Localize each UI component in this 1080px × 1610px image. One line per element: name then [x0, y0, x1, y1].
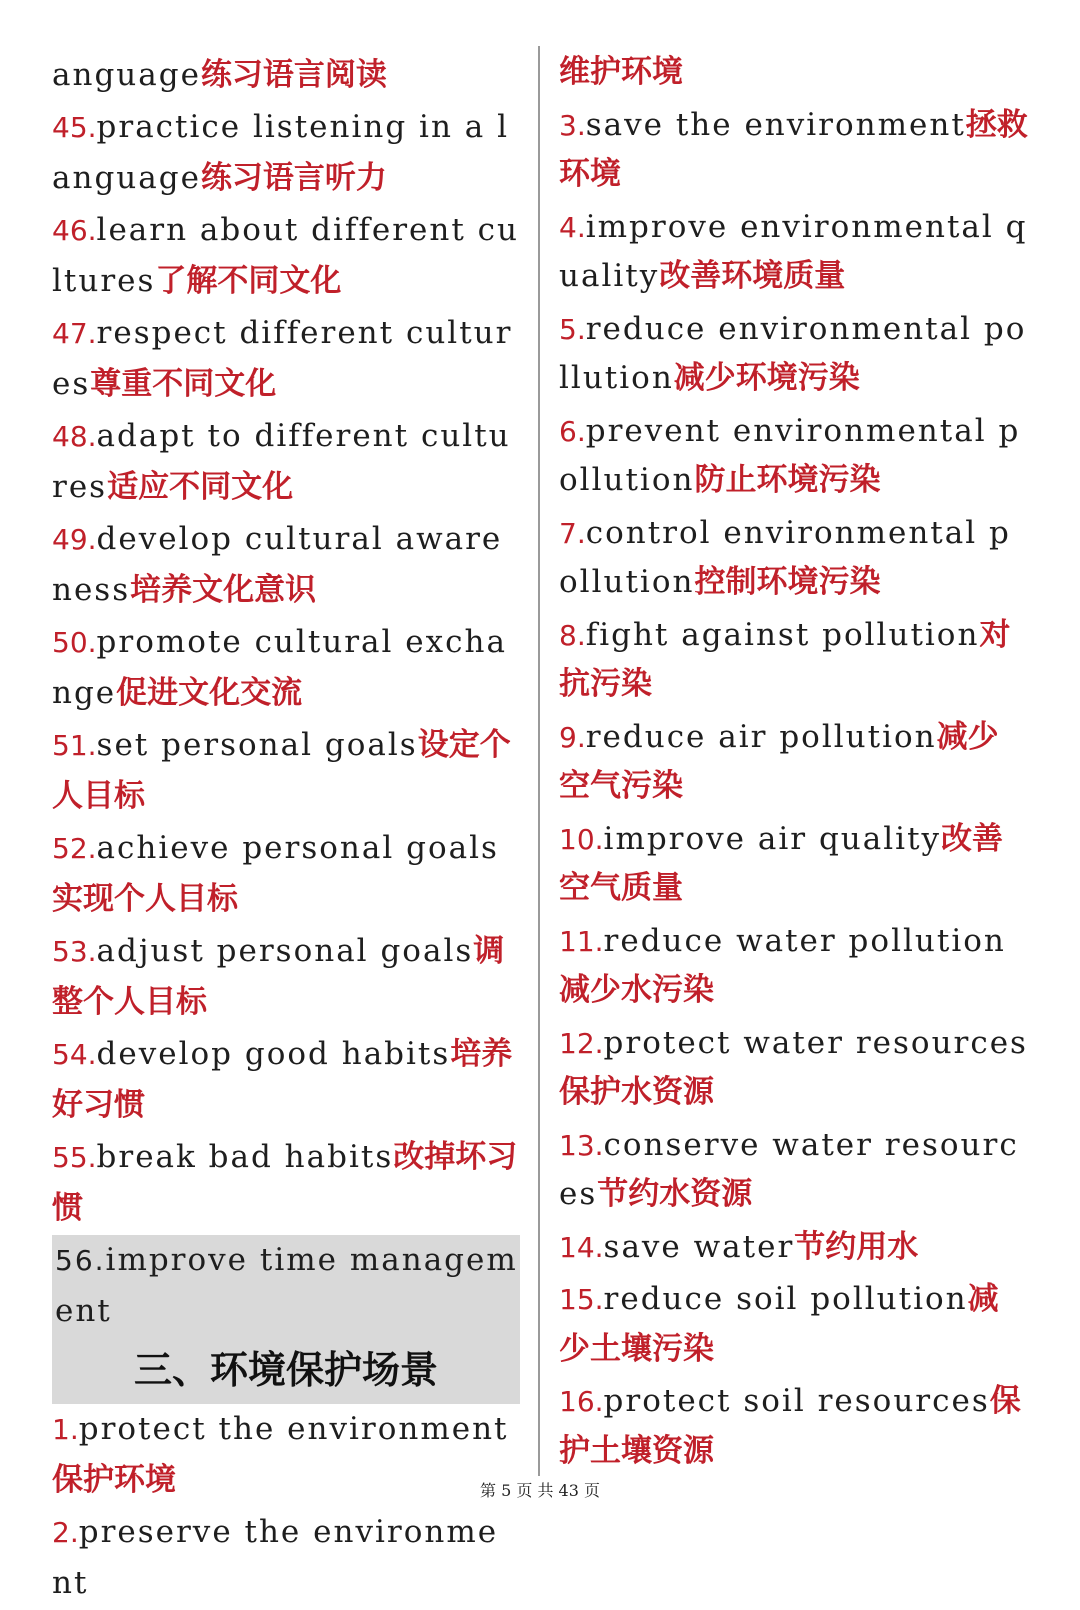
list-item: [559, 101, 1029, 200]
entry-chinese: 减少环境污染: [673, 360, 860, 396]
item-number: 49.: [52, 522, 97, 556]
entry-english: preserve the environment: [52, 1513, 499, 1601]
list-item: [559, 407, 1029, 506]
entry-english: adjust personal goals: [96, 932, 474, 969]
entry-english: reduce soil pollution: [603, 1281, 968, 1317]
entry-english: improve air quality: [603, 820, 942, 857]
entry-chinese: 适应不同文化: [107, 469, 294, 505]
entry-chinese: 保护土壤资源: [559, 1383, 1021, 1469]
entry-chinese: 促进文化交流: [116, 675, 303, 711]
list-item: [52, 514, 520, 617]
list-item: [559, 305, 1029, 404]
entry-chinese: 拯救环境: [559, 106, 1028, 192]
entry-english: prevent environmental pollution: [559, 412, 1021, 498]
list-item: [52, 308, 520, 411]
list-item: [52, 1507, 520, 1610]
entry-english: reduce water pollution: [603, 922, 1006, 959]
page-footer: 第 5 页 共 43 页: [480, 1481, 600, 1500]
item-number: 15.: [559, 1283, 604, 1316]
entry-chinese: 实现个人目标: [52, 881, 238, 917]
entry-english: protect the environment: [78, 1410, 509, 1447]
item-number: 11.: [559, 924, 604, 958]
list-item: [52, 102, 520, 205]
list-item: [52, 411, 520, 514]
entry-english: develop good habits: [96, 1035, 451, 1072]
lead-entry: [52, 50, 520, 102]
item-number: 1.: [52, 1412, 79, 1446]
entry-chinese: 维护环境: [559, 54, 683, 90]
entry-chinese: 控制环境污染: [694, 564, 881, 600]
item-number: 7.: [559, 516, 586, 550]
list-item: [559, 713, 1029, 812]
entry-english: practice listening in a language: [52, 108, 510, 196]
list-item: [52, 1235, 520, 1338]
entry-english: adapt to different cultures: [52, 417, 511, 505]
list-item: [559, 917, 1029, 1016]
item-number: 3.: [559, 108, 586, 142]
item-number: 51.: [52, 728, 97, 762]
lead-entry: [559, 48, 1029, 98]
item-number: 5.: [559, 312, 586, 346]
entry-chinese: 改善空气质量: [559, 820, 1004, 906]
item-number: 47.: [52, 316, 97, 350]
item-number: 52.: [52, 831, 97, 865]
item-number: 56.: [55, 1243, 106, 1277]
list-item: [559, 1223, 1029, 1273]
entry-chinese: 防止环境污染: [694, 462, 881, 498]
entry-chinese: 练习语言听力: [200, 160, 387, 196]
item-number: 50.: [52, 625, 97, 659]
entry-english: achieve personal goals: [96, 829, 499, 866]
entry-english: protect water resources: [603, 1024, 1028, 1061]
entry-english: save the environment: [585, 106, 966, 143]
entry-english: fight against pollution: [585, 616, 980, 653]
list-item: [52, 823, 520, 926]
entry-english: reduce air pollution: [585, 718, 937, 755]
entry-chinese: 培养文化意识: [130, 572, 317, 608]
list-item: [559, 1121, 1029, 1220]
entry-english: improve environmental quality: [559, 208, 1028, 294]
item-number: 8.: [559, 618, 586, 652]
list-item: [559, 1019, 1029, 1118]
entry-chinese: 节约用水: [794, 1228, 919, 1265]
right-column: [559, 48, 1029, 1479]
left-column: [52, 50, 520, 1610]
entry-chinese: 调整个人目标: [52, 932, 505, 1020]
list-item: [52, 617, 520, 720]
entry-english: anguage: [52, 57, 201, 93]
list-item: [559, 1275, 1029, 1374]
entry-english: break bad habits: [96, 1138, 394, 1175]
item-number: 12.: [559, 1026, 604, 1060]
list-item: [559, 1377, 1029, 1476]
entry-english: control environmental pollution: [559, 514, 1011, 600]
entry-chinese: 减少水污染: [559, 972, 714, 1008]
list-item: [559, 509, 1029, 608]
list-item: [559, 815, 1029, 914]
entry-chinese: 培养好习惯: [52, 1035, 513, 1123]
item-number: 9.: [559, 720, 586, 754]
entry-chinese: 保护水资源: [559, 1074, 714, 1110]
section-highlight-block: [52, 1235, 520, 1404]
entry-chinese: 改掉坏习惯: [52, 1138, 518, 1226]
item-number: 10.: [559, 822, 604, 856]
entry-chinese: 练习语言阅读: [200, 57, 387, 93]
list-item: [52, 926, 520, 1029]
entry-chinese: 减少空气污染: [559, 718, 999, 804]
list-item: [52, 205, 520, 308]
list-item: [559, 203, 1029, 302]
list-item: [52, 720, 520, 823]
item-number: 45.: [52, 110, 97, 144]
entry-english: conserve water resources: [559, 1126, 1019, 1212]
item-number: 13.: [559, 1128, 604, 1162]
item-number: 54.: [52, 1037, 97, 1071]
entry-english: develop cultural awareness: [52, 520, 503, 608]
entry-chinese: 改善环境质量: [659, 258, 846, 294]
entry-chinese: 尊重不同文化: [90, 366, 277, 402]
list-item: [52, 1029, 520, 1132]
column-divider: [538, 46, 540, 1476]
item-number: 14.: [559, 1230, 604, 1264]
section-heading: 三、环境保护场景: [133, 1347, 438, 1392]
list-item: [52, 1132, 520, 1235]
entry-english: learn about different cultures: [52, 211, 519, 299]
entry-chinese: 设定个人目标: [52, 726, 511, 814]
entry-chinese: 减少土壤污染: [559, 1281, 999, 1367]
item-number: 53.: [52, 934, 97, 968]
item-number: 4.: [559, 210, 586, 244]
item-number: 6.: [559, 414, 586, 448]
entry-english: save water: [603, 1228, 795, 1265]
entry-english: respect different cultures: [52, 314, 513, 402]
entry-english: set personal goals: [96, 726, 418, 763]
item-number: 55.: [52, 1140, 97, 1174]
entry-chinese: 保护环境: [52, 1462, 176, 1498]
entry-chinese: 对抗污染: [559, 616, 1011, 702]
entry-english: protect soil resources: [603, 1383, 990, 1419]
entry-chinese: 了解不同文化: [155, 263, 342, 299]
item-number: 16.: [559, 1385, 604, 1418]
item-number: 46.: [52, 213, 97, 247]
item-number: 2.: [52, 1515, 79, 1549]
entry-english: reduce environmental pollution: [559, 310, 1027, 396]
list-item: [559, 611, 1029, 710]
entry-english: improve time management: [55, 1241, 518, 1329]
entry-chinese: 节约水资源: [597, 1176, 753, 1212]
entry-english: promote cultural exchange: [52, 623, 507, 711]
item-number: 48.: [52, 419, 97, 453]
